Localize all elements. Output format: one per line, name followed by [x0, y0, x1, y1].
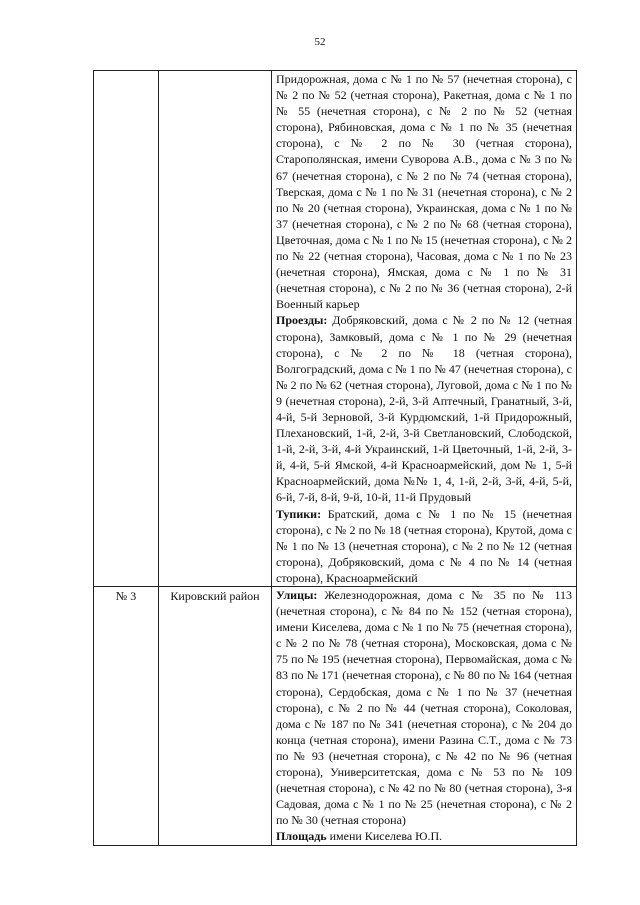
district-name	[159, 71, 271, 72]
deadends-text: Братский, дома с № 1 по № 15 (нечетная сторона), с № 2 по № 18 (четная сторона), Крутой, дома с № 1 по № 13 (нечетная сторона), с № 2 по № 12 (четная сторона), Добряковский, дома с № 4 по № 14 (четная сторона), Красноармейский	[276, 506, 572, 585]
table-row	[94, 587, 577, 846]
square-label: Площадь	[276, 829, 327, 844]
streets-label: Улицы:	[276, 588, 318, 602]
row-number	[94, 71, 158, 72]
page-number: 52	[314, 36, 326, 48]
district-cell	[159, 587, 272, 846]
district-cell	[159, 71, 272, 587]
addresses-cell	[272, 71, 577, 587]
streets-continued: Придорожная, дома с № 1 по № 57 (нечетная сторона), с № 2 по № 52 (четная сторона), Ракетная, дома с № 1 по № 55 (нечетная сторона), с № 2 по № 52 (четная сторона), Рябиновская, дома с № 1 по № 35 (нечетная сторона), с № 2 по № 30 (четная сторона), Старополянская, имени Суворова А.В., дома с № 3 по № 67 (нечетная сторона), с № 2 по № 74 (четная сторона), Тверская, дома с № 1 по № 31 (нечетная сторона), с № 2 по № 20 (четная сторона), Украинская, дома с № 1 по № 37 (нечетная сторона), с № 2 по № 68 (четная сторона), Цветочная, дома с № 1 по № 15 (нечетная сторона), с № 2 по № 22 (четная сторона), Часовая, дома с № 1 по № 23 (нечетная сторона), Ямская, дома с № 1 по № 31 (нечетная сторона), с № 2 по № 36 (четная сторона), 2-й Военный карьер	[276, 72, 572, 312]
row-number-cell	[94, 71, 159, 587]
row-number: № 3	[115, 589, 137, 603]
square-paragraph	[276, 828, 572, 844]
deadends-paragraph	[276, 506, 572, 586]
addresses-cell	[272, 587, 577, 846]
square-text: имени Киселева Ю.П.	[326, 829, 443, 844]
deadends-label: Тупики:	[276, 506, 322, 521]
passages-text: Добряковский, дома с № 2 по № 12 (четная сторона), Замковый, дома с № 1 по № 29 (нечетная сторона), с № 2 по № 18 (четная сторона), Волгоградский, дома с № 1 по № 47 (нечетная сторона), с № 2 по № 62 (четная сторона), Луговой, дома с № 1 по № 9 (нечетная сторона), 2-й, 3-й Аптечный, Гранатный, 3-й, 4-й, 5-й Зерновой, 3-й Курдюмский, 1-й Придорожный, Плехановский, 1-й, 2-й, 3-й Светлановский, Слободской, 1-й, 2-й, 3-й, 4-й Украинский, 1-й Цветочный, 1-й, 2-й, 3-й, 4-й, 5-й Ямской, 4-й Красноармейский, дом № 1, 5-й Красноармейский, дома №№ 1, 4, 1-й, 2-й, 3-й, 4-й, 5-й, 6-й, 7-й, 8-й, 9-й, 10-й, 11-й Прудовый	[276, 313, 572, 505]
streets-paragraph	[276, 587, 572, 828]
passages-paragraph	[276, 312, 572, 505]
district-name: Кировский район	[170, 589, 260, 603]
passages-label: Проезды:	[276, 313, 328, 328]
row-number-cell	[94, 587, 159, 846]
table-row	[94, 71, 577, 587]
district-table	[93, 70, 577, 846]
streets-text: Железнодорожная, дома с № 35 по № 113 (нечетная сторона), с № 84 по № 152 (четная сторона), имени Киселева, дома с № 1 по № 75 (нечетная сторона), с № 2 по № 78 (четная сторона), Московская, дома с № 75 по № 195 (нечетная сторона), Первомайская, дома с № 83 по № 171 (нечетная сторона), с № 80 по № 164 (четная сторона), Сердобская, дома с № 1 по № 37 (нечетная сторона), с № 2 по № 44 (четная сторона), Соколовая, дома с № 187 по № 341 (нечетная сторона), с № 204 до конца (четная сторона), имени Разина С.Т., дома с № 73 по № 93 (нечетная сторона), с № 42 по № 96 (четная сторона), Университетская, дома с № 53 по № 109 (нечетная сторона), с № 42 по № 80 (четная сторона), 3-я Садовая, дома с № 1 по № 25 (нечетная сторона), с № 2 по № 30 (четная сторона)	[276, 588, 572, 828]
